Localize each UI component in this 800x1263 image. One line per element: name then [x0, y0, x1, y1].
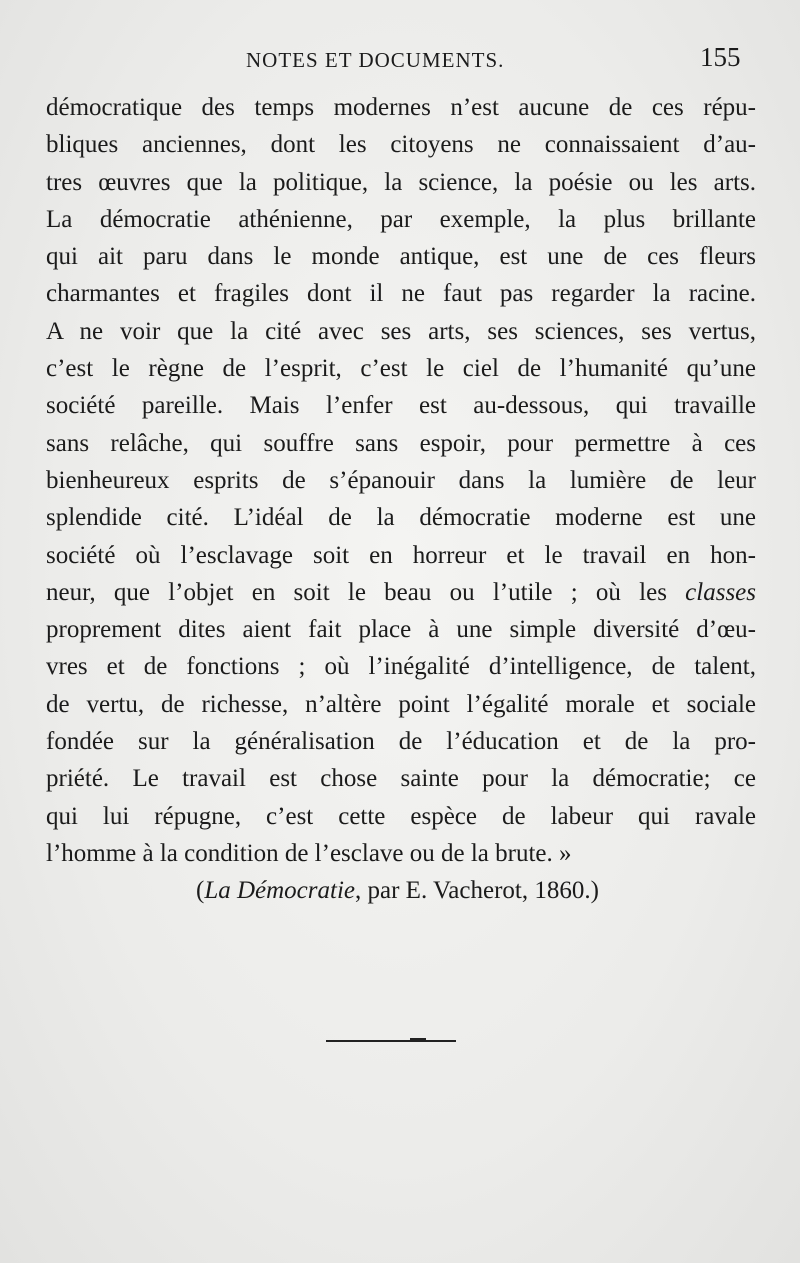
body-text — [46, 89, 756, 910]
text-line: c’est le règne de l’esprit, c’est le ciel de l’humanité qu’une — [46, 355, 756, 383]
text-line: tres œuvres que la politique, la science, la poésie ou les arts. — [46, 168, 756, 196]
text-line: démocratique des temps modernes n’est aucune de ces répu- — [46, 94, 756, 121]
text-line: A ne voir que la cité avec ses arts, ses sciences, ses vertus, — [46, 317, 756, 345]
text-line: qui lui répugne, c’est cette espèce de labeur qui ravale — [46, 802, 756, 830]
text-line: fondée sur la généralisation de l’éducation et de la pro- — [46, 728, 756, 756]
citation-work-title: La Démocratie — [204, 877, 355, 905]
citation — [46, 872, 756, 909]
text-line: proprement dites aient fait place à une simple diversité d’œu- — [46, 616, 756, 644]
text-line: vres et de fonctions ; où l’inégalité d’intelligence, de talent, — [46, 653, 756, 681]
text-line: de vertu, de richesse, n’altère point l’égalité morale et sociale — [46, 690, 756, 718]
italic-word: classes — [685, 578, 756, 606]
text-line-with-italic — [46, 574, 756, 611]
divider-ornament — [410, 1038, 426, 1041]
page-header — [0, 42, 800, 82]
text-segment: neur, que l’objet en soit le beau ou l’utile ; où les — [46, 578, 686, 606]
text-line: l’homme à la condition de l’esclave ou de la brute. » — [46, 839, 572, 867]
section-divider — [326, 1040, 456, 1042]
text-line: La démocratie athénienne, par exemple, la plus brillante — [46, 205, 756, 233]
text-line: splendide cité. L’idéal de la démocratie moderne est une — [46, 504, 756, 532]
text-line: priété. Le travail est chose sainte pour la démocratie; ce — [46, 765, 756, 793]
text-line: sans relâche, qui souffre sans espoir, pour permettre à ces — [46, 429, 756, 457]
running-title: NOTES ET DOCUMENTS. — [246, 48, 505, 72]
text-line: bliques anciennes, dont les citoyens ne connaissaient d’au- — [46, 131, 756, 159]
text-line: société où l’esclavage soit en horreur et le travail en hon- — [46, 541, 756, 569]
citation-open: ( — [196, 877, 205, 905]
text-line: société pareille. Mais l’enfer est au-dessous, qui travaille — [46, 392, 756, 420]
citation-rest: , par E. Vacherot, 1860.) — [355, 877, 599, 905]
text-line: charmantes et fragiles dont il ne faut pas regarder la racine. — [46, 280, 756, 308]
text-line: qui ait paru dans le monde antique, est une de ces fleurs — [46, 243, 756, 271]
page-number: 155 — [700, 42, 741, 72]
text-line: bienheureux esprits de s’épanouir dans la lumière de leur — [46, 466, 756, 494]
